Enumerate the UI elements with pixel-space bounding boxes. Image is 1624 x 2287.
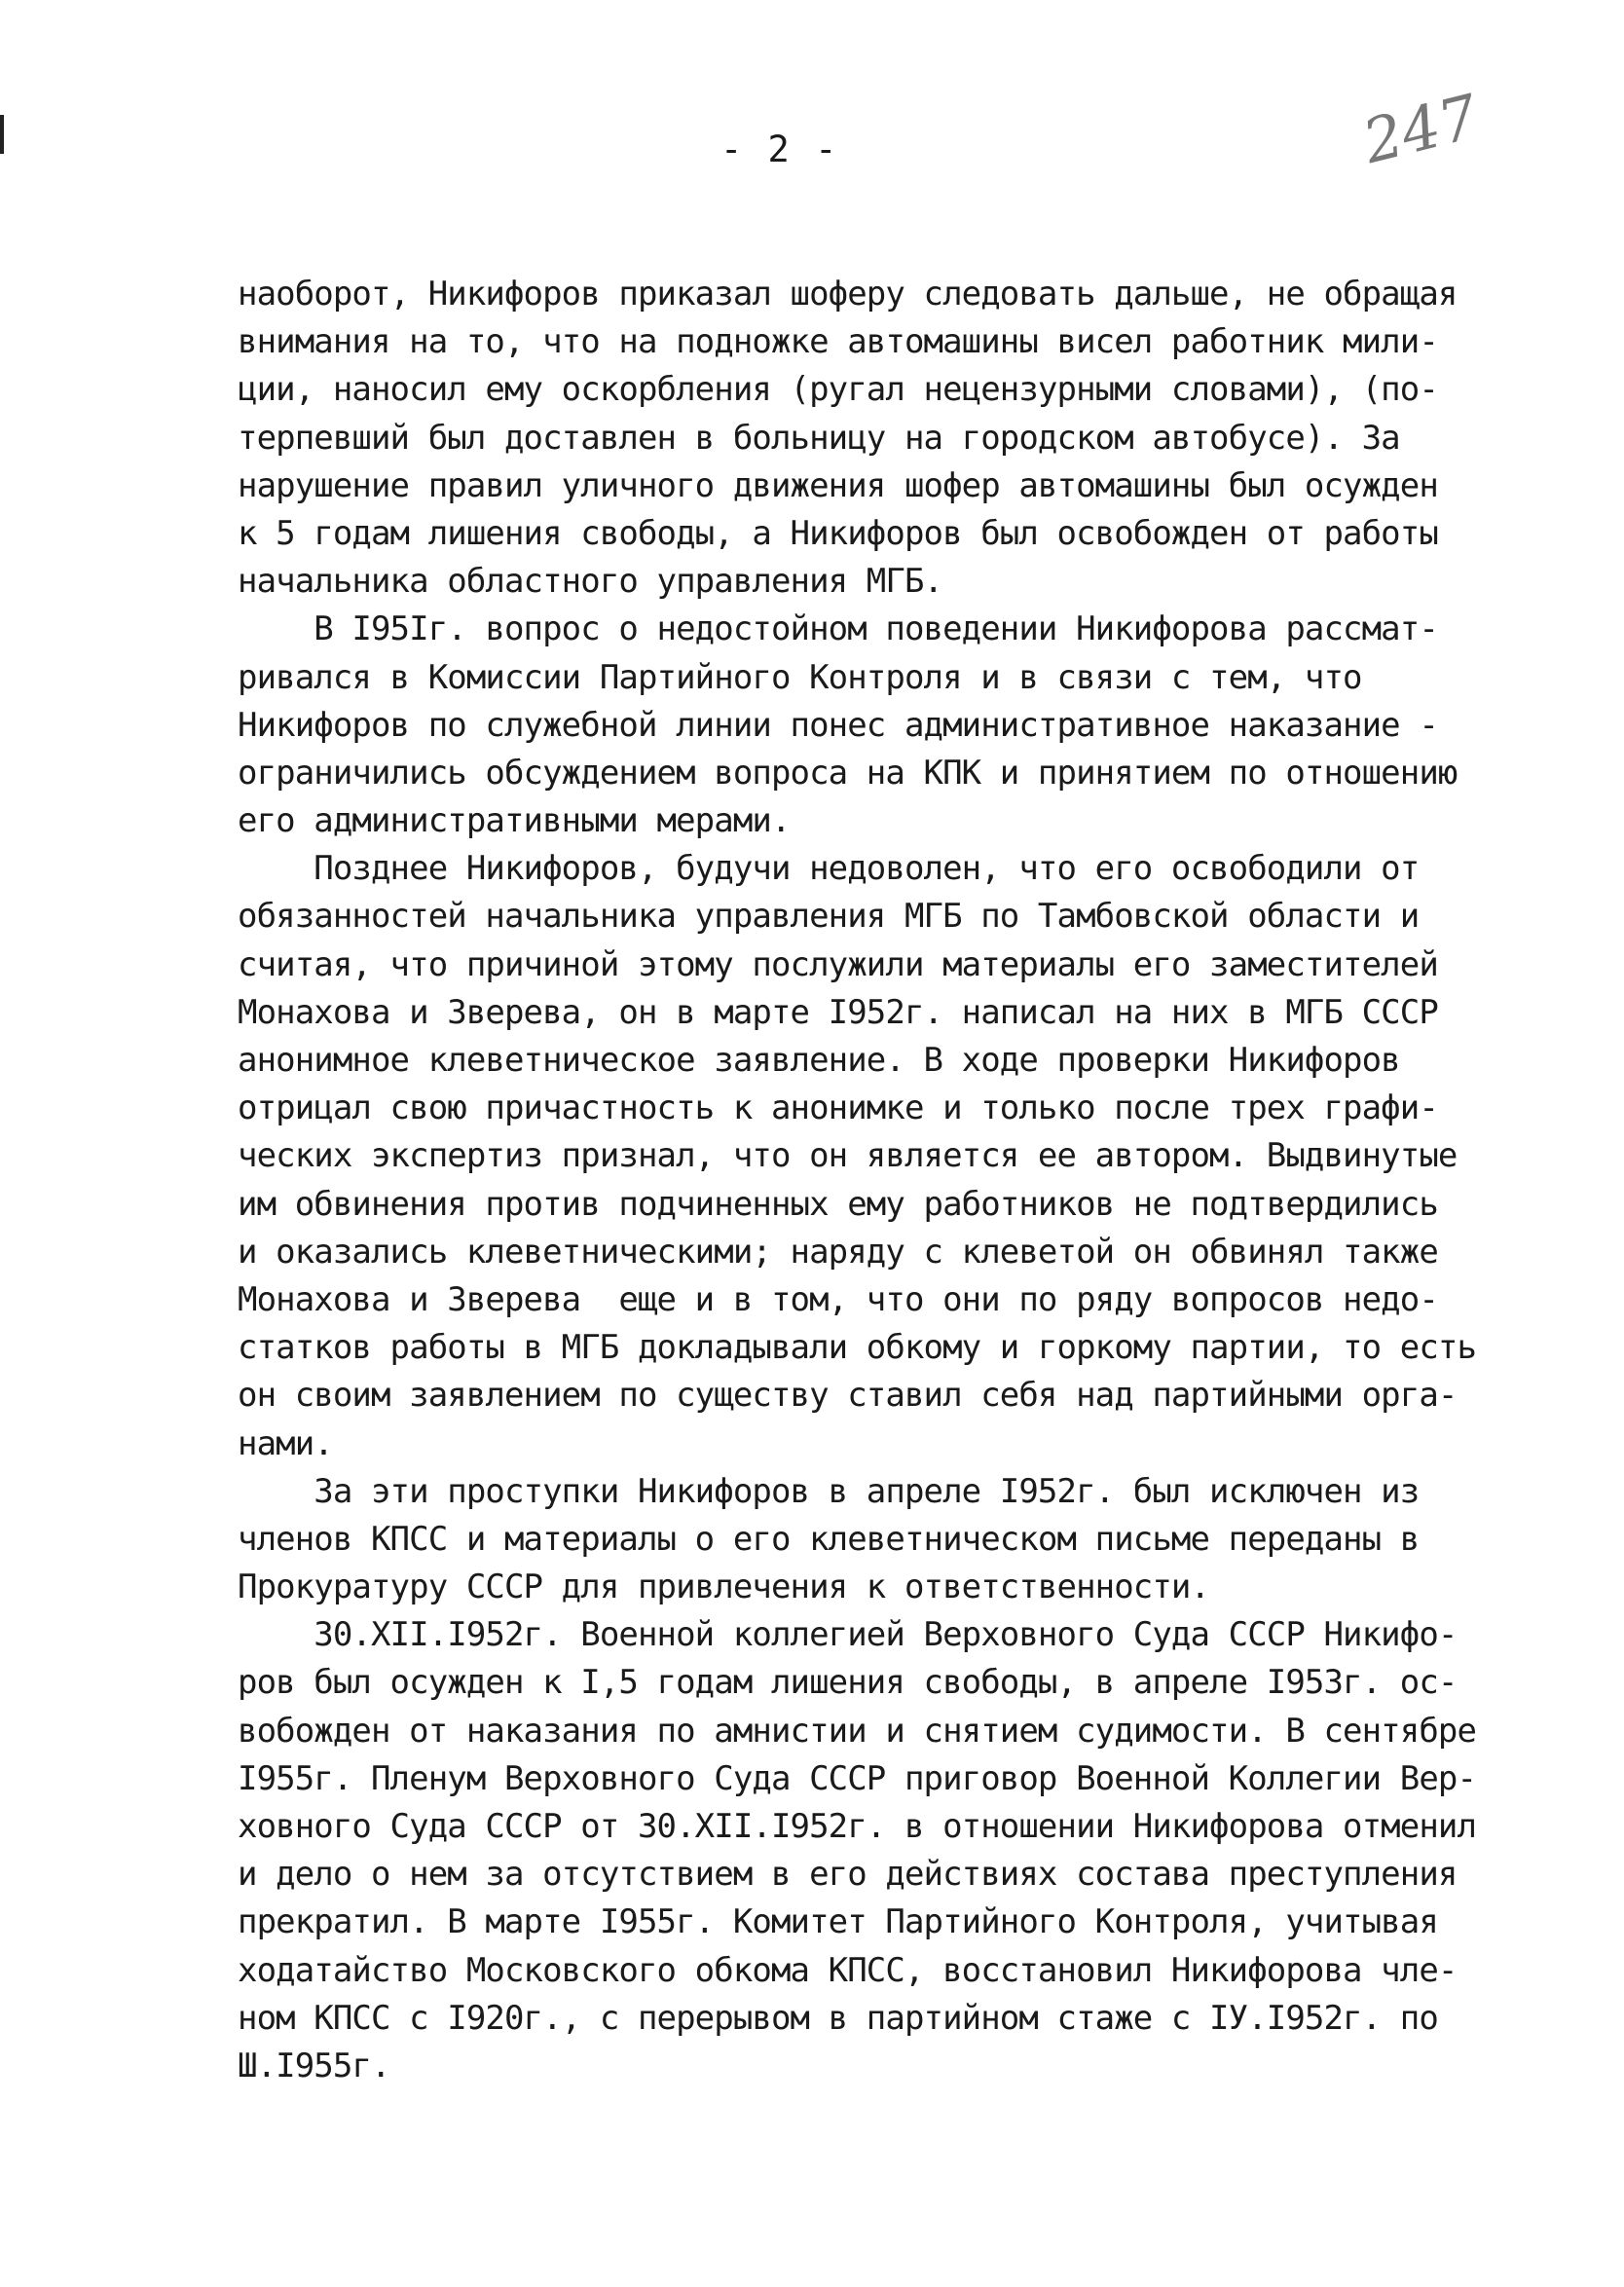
text-line: Монахова и Зверева, он в марте I952г. написал на них в МГБ СССР	[238, 992, 1438, 1032]
page-number: - 2 -	[720, 129, 839, 170]
text-line: считая, что причиной этому послужили материалы его заместителей	[238, 944, 1438, 984]
text-line: внимания на то, что на подножке автомашины висел работник мили-	[238, 322, 1438, 362]
text-line: Монахова и Зверева еще и в том, что они по ряду вопросов недо-	[238, 1279, 1438, 1319]
text-line: наоборот, Никифоров приказал шоферу следовать дальше, не обращая	[238, 275, 1458, 314]
text-line: нарушение правил уличного движения шофер автомашины был осужден	[238, 465, 1438, 505]
text-line: отрицал свою причастность к анонимке и только после трех графи-	[238, 1088, 1438, 1128]
text-line: ограничились обсуждением вопроса на КПК и принятием по отношению	[238, 753, 1458, 793]
text-line: и дело о нем за отсутствием в его действиях состава преступления	[238, 1855, 1458, 1895]
text-line: Ш.I955г.	[238, 2046, 390, 2085]
text-line: терпевший был доставлен в больницу на городском автобусе). За	[238, 418, 1400, 458]
text-line: ном КПСС с I920г., с перерывом в партийном стаже с IУ.I952г. по	[238, 1998, 1438, 2038]
text-line: ров был осужден к I,5 годам лишения свободы, в апреле I953г. ос-	[238, 1663, 1458, 1703]
text-line: Никифоров по служебной линии понес административное наказание -	[238, 705, 1438, 745]
text-line: Прокуратуру СССР для привлечения к ответственности.	[238, 1568, 1210, 1607]
margin-mark	[0, 115, 4, 154]
text-line: ции, наносил ему оскорбления (ругал нецензурными словами), (по-	[238, 370, 1438, 410]
text-line: ходатайство Московского обкома КПСС, восстановил Никифорова чле-	[238, 1950, 1458, 1990]
text-line: За эти проступки Никифоров в апреле I952г. был исключен из	[238, 1471, 1420, 1511]
text-line: I955г. Пленум Верховного Суда СССР приговор Военной Коллегии Вер-	[238, 1758, 1477, 1798]
text-line: и оказались клеветническими; наряду с клеветой он обвинял также	[238, 1232, 1438, 1272]
text-line: он своим заявлением по существу ставил себя над партийными орга-	[238, 1376, 1458, 1416]
text-line: обязанностей начальника управления МГБ по Тамбовской области и	[238, 897, 1420, 937]
text-line: ческих экспертиз признал, что он является ее автором. Выдвинутые	[238, 1136, 1458, 1176]
text-line: анонимное клеветническое заявление. В ходе проверки Никифоров	[238, 1041, 1400, 1080]
text-line: к 5 годам лишения свободы, а Никифоров был освобожден от работы	[238, 513, 1438, 553]
text-line: В I95Iг. вопрос о недостойном поведении Никифорова рассмат-	[238, 609, 1438, 649]
text-line: его административными мерами.	[238, 801, 791, 841]
archive-page-number: 247	[1355, 80, 1486, 178]
text-line: ривался в Комиссии Партийного Контроля и в связи с тем, что	[238, 657, 1362, 697]
text-line: начальника областного управления МГБ.	[238, 562, 943, 602]
document-body	[238, 271, 1542, 2090]
text-line: ховного Суда СССР от 30.XII.I952г. в отношении Никифорова отменил	[238, 1807, 1477, 1846]
text-line: членов КПСС и материалы о его клеветническом письме переданы в	[238, 1519, 1420, 1559]
text-line: нами.	[238, 1423, 333, 1463]
text-line: 30.XII.I952г. Военной коллегией Верховного Суда СССР Никифо-	[238, 1615, 1458, 1655]
text-line: им обвинения против подчиненных ему работников не подтвердились	[238, 1184, 1438, 1224]
text-line: прекратил. В марте I955г. Комитет Партийного Контроля, учитывая	[238, 1902, 1438, 1942]
text-line: статков работы в МГБ докладывали обкому и горкому партии, то есть	[238, 1328, 1477, 1368]
text-line: Позднее Никифоров, будучи недоволен, что его освободили от	[238, 849, 1420, 889]
text-line: вобожден от наказания по амнистии и снятием судимости. В сентябре	[238, 1711, 1477, 1751]
